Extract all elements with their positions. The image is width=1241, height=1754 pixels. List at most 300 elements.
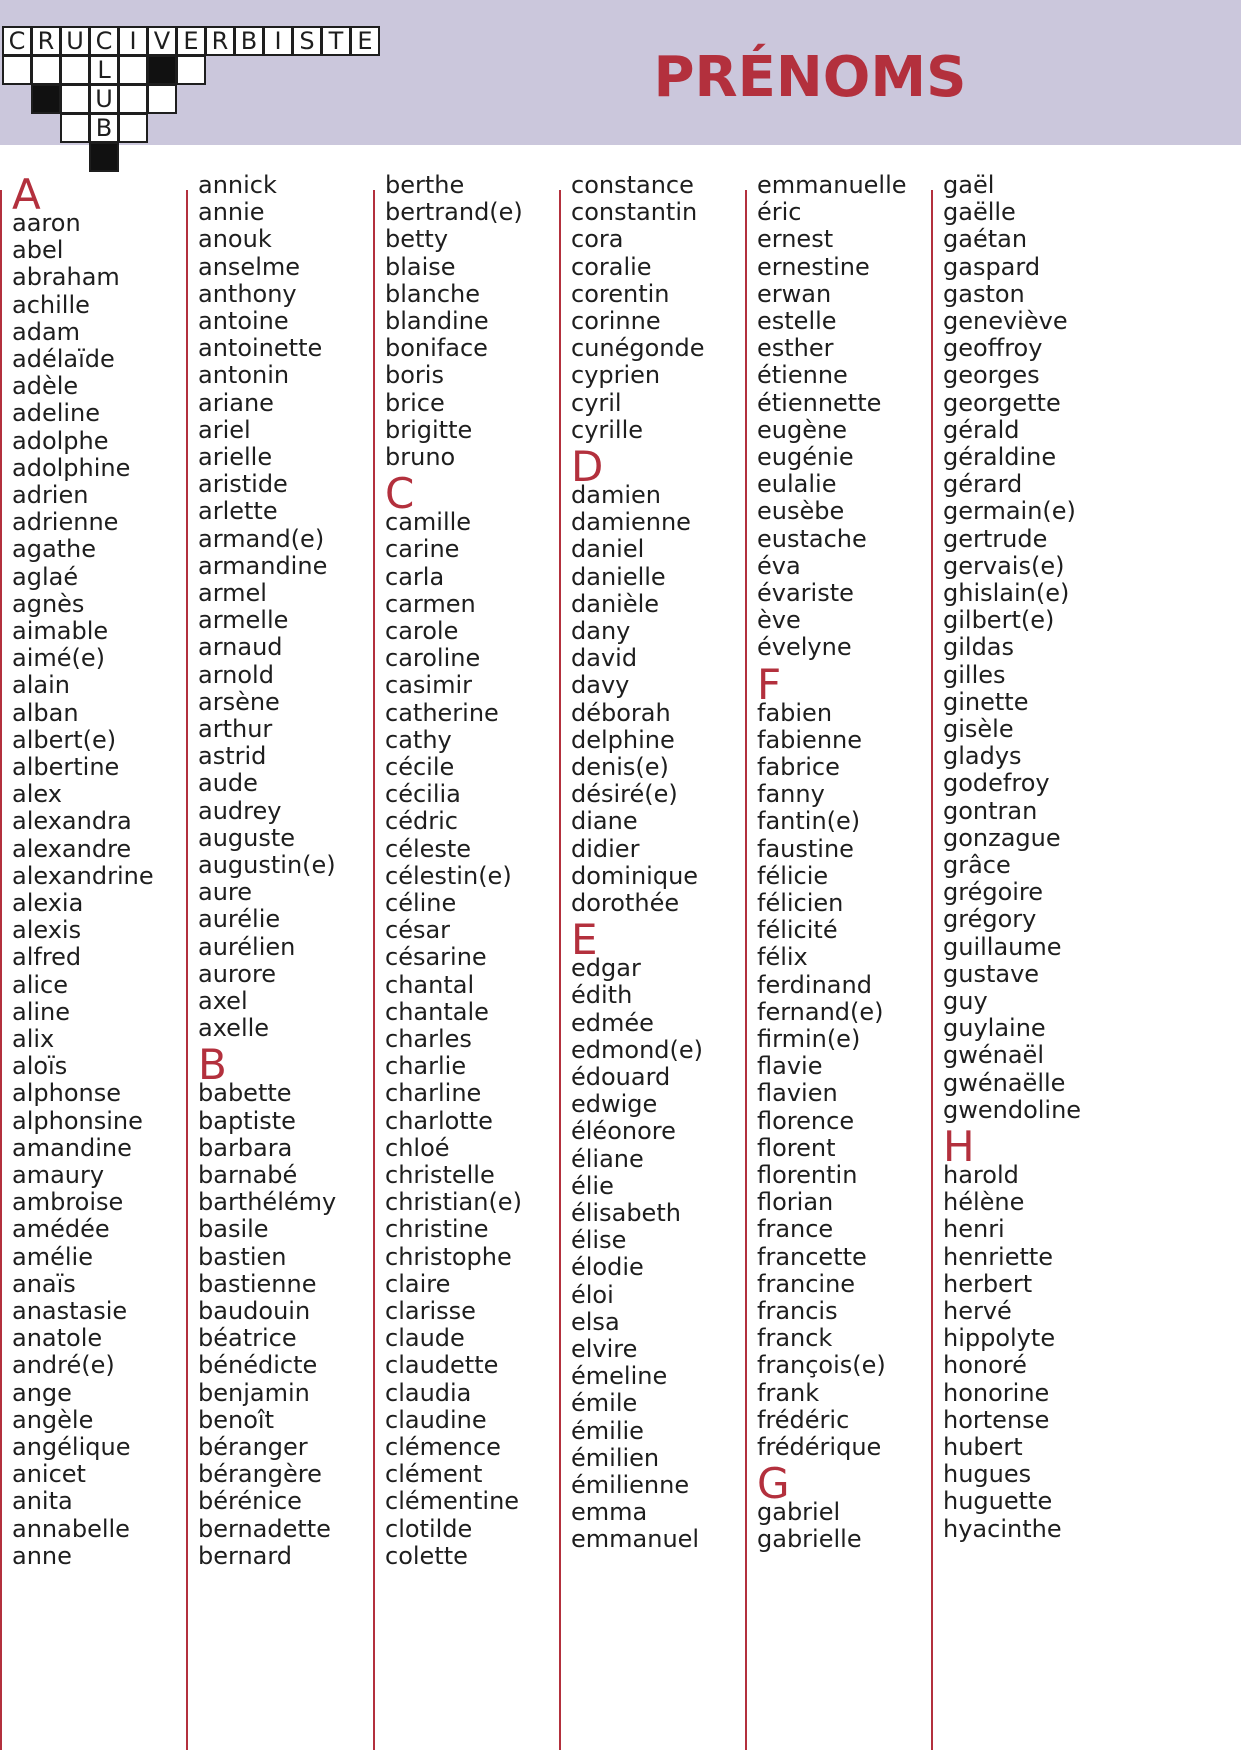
section-letter: C [385,469,415,519]
first-name: arsène [198,687,280,716]
first-name: amélie [12,1242,93,1271]
first-name: alice [12,970,69,999]
first-name: célestin(e) [385,861,512,890]
first-name: césarine [385,943,487,972]
first-name: antonin [198,361,290,390]
first-name: adolphine [12,453,131,482]
first-name: arielle [198,443,273,471]
first-name: axelle [198,1014,270,1043]
first-name: godefroy [943,769,1050,798]
first-name: alphonsine [12,1106,143,1135]
first-name: aurélie [198,905,281,934]
logo-letter-cell: R [31,26,61,56]
first-name: évelyne [757,633,852,662]
logo-letter-cell: S [292,26,322,56]
first-name: ernestine [757,252,870,281]
first-name: faustine [757,834,854,863]
logo-letter-cell: T [321,26,351,56]
first-name: gervais(e) [943,551,1065,580]
first-name: adolphe [12,426,109,455]
first-name: franck [757,1324,833,1353]
first-name: gérard [943,470,1023,499]
first-name: fantin(e) [757,807,861,836]
first-name: brigitte [385,415,473,444]
first-name: arthur [198,715,273,743]
first-name: baudouin [198,1297,311,1325]
first-name: hélène [943,1188,1025,1217]
first-name: armelle [198,606,289,635]
first-name: aglaé [12,562,79,591]
first-name: ghislain(e) [943,579,1070,607]
logo-letter-cell: C [89,26,119,56]
first-name: corentin [571,279,670,308]
first-name: clément [385,1460,483,1489]
first-name: alexandra [12,807,132,836]
first-name: gilbert(e) [943,606,1055,635]
first-name: boris [385,361,444,390]
first-name: ariel [198,415,251,444]
first-name: ambroise [12,1188,124,1217]
first-name: abel [12,236,64,265]
section-letter: G [757,1459,790,1509]
first-name: edwige [571,1090,658,1119]
first-name: florentin [757,1161,858,1189]
first-name: betty [385,225,449,254]
first-name: anastasie [12,1297,128,1325]
first-name: barbara [198,1133,293,1162]
first-name: daniel [571,535,645,564]
first-name: gwénaëlle [943,1068,1066,1097]
first-name: adeline [12,399,101,428]
first-name: bénédicte [198,1351,318,1380]
first-name: émeline [571,1362,668,1391]
first-name: émilie [571,1416,644,1445]
first-name: ginette [943,687,1029,716]
first-name: armel [198,579,267,607]
first-name: annie [198,198,265,227]
first-name: francine [757,1269,856,1298]
first-name: blandine [385,307,489,335]
first-name: frédéric [757,1405,850,1434]
first-name: benoît [198,1405,274,1434]
first-name: auguste [198,823,296,852]
first-name: éric [757,198,802,227]
first-name: barnabé [198,1161,298,1189]
first-name: agathe [12,535,97,564]
first-name: guillaume [943,932,1062,961]
first-name: annabelle [12,1514,130,1543]
first-name: constantin [571,198,698,227]
first-name: évariste [757,579,854,607]
first-name: guylaine [943,1014,1046,1043]
first-name: césar [385,916,451,945]
first-name: david [571,644,638,673]
first-name: adam [12,317,81,346]
first-name: gladys [943,742,1022,771]
first-name: félicien [757,889,844,917]
first-name: élie [571,1171,614,1200]
first-name: edmée [571,1008,654,1037]
first-name: dorothée [571,889,680,917]
first-name: élise [571,1226,627,1255]
logo-letter-cell: I [118,26,148,56]
logo-letter-cell: E [176,26,206,56]
first-name: gertrude [943,524,1048,553]
first-name: anne [12,1541,72,1570]
first-name: fabien [757,698,833,727]
first-name: anouk [198,225,272,254]
first-name: alexandrine [12,861,154,890]
first-name: ernest [757,225,834,254]
first-name: aude [198,769,258,798]
column-divider [186,190,188,1750]
first-name: honorine [943,1378,1050,1407]
first-name: anicet [12,1460,86,1489]
first-name: france [757,1215,834,1244]
first-name: ange [12,1378,72,1407]
column-divider [559,190,561,1750]
first-name: florent [757,1133,836,1162]
first-name: félicité [757,916,838,945]
first-name: babette [198,1079,292,1108]
first-name: étiennette [757,388,882,417]
first-name: aimé(e) [12,644,106,673]
first-name: edmond(e) [571,1035,703,1064]
column-divider [0,190,2,1750]
first-name: émilienne [571,1471,690,1499]
first-name: ferdinand [757,970,872,999]
first-name: chloé [385,1133,450,1162]
first-name: edgar [571,954,641,983]
first-name: colette [385,1541,468,1570]
first-name: honoré [943,1351,1027,1380]
first-name: adèle [12,372,79,401]
first-name: eusèbe [757,497,845,526]
first-name: cunégonde [571,334,705,363]
first-name: damien [571,481,661,509]
first-name: félicie [757,861,829,890]
first-name: christian(e) [385,1188,522,1217]
first-name: diane [571,807,638,836]
first-name: antoine [198,307,289,335]
first-name: carmen [385,589,476,618]
first-name: charles [385,1025,472,1053]
first-name: coralie [571,252,652,281]
first-name: catherine [385,698,499,727]
first-name: alexis [12,916,82,945]
first-name: fernand(e) [757,997,884,1026]
first-name: gaétan [943,225,1028,254]
first-name: ève [757,606,801,635]
first-name: erwan [757,279,832,308]
first-name: anthony [198,279,297,308]
first-name: céleste [385,834,472,863]
first-name: florence [757,1106,855,1135]
first-name: chantale [385,997,489,1026]
first-name: elsa [571,1307,620,1336]
first-name: audrey [198,796,282,825]
first-name: claudia [385,1378,472,1407]
first-name: anita [12,1487,73,1516]
first-name: henri [943,1215,1005,1244]
name-column [931,171,1131,1748]
first-name: esther [757,334,834,363]
first-name: anselme [198,252,300,281]
first-name: eulalie [757,470,837,499]
first-name: carla [385,562,445,591]
first-name: clémentine [385,1487,520,1516]
section-letter: B [198,1040,227,1090]
first-name: denis(e) [571,753,669,781]
first-name: clotilde [385,1514,473,1543]
first-name: georgette [943,388,1061,417]
logo-letter-cell: B [234,26,264,56]
first-name: huguette [943,1487,1053,1516]
first-name: albertine [12,753,120,781]
first-name: gustave [943,959,1040,988]
first-name: herbert [943,1269,1033,1298]
first-name: dany [571,617,631,645]
first-name: claudette [385,1351,499,1380]
first-name: alexandre [12,834,132,863]
first-name: guy [943,987,988,1015]
first-name: gaston [943,279,1025,308]
first-name: estelle [757,307,837,335]
logo-letter-cell: R [205,26,235,56]
first-name: firmin(e) [757,1025,861,1053]
first-name: alexia [12,889,84,917]
name-column [745,171,945,1748]
first-name: henriette [943,1242,1054,1271]
logo-letter-cell: E [350,26,380,56]
first-name: damienne [571,508,691,537]
first-name: armand(e) [198,524,325,553]
first-name: augustin(e) [198,851,336,879]
first-name: anaïs [12,1269,76,1298]
first-name: francis [757,1297,838,1325]
first-name: gaëlle [943,198,1016,227]
first-name: céline [385,889,457,917]
first-name: claude [385,1324,465,1353]
first-name: félix [757,943,808,972]
first-name: eugène [757,415,847,444]
first-name: anatole [12,1324,103,1353]
first-name: aurore [198,959,277,988]
section-letter: A [12,170,41,219]
first-name: danielle [571,562,666,591]
column-divider [931,190,933,1750]
first-name: bernard [198,1541,293,1570]
first-name: axel [198,987,248,1015]
first-name: aure [198,878,253,907]
first-name: adélaïde [12,345,115,373]
first-name: éva [757,551,801,580]
first-name: armandine [198,551,328,580]
first-name: casimir [385,671,472,700]
first-name: gabrielle [757,1525,862,1554]
first-name: georges [943,361,1040,390]
first-name: émilien [571,1443,660,1472]
first-name: aurélien [198,932,296,961]
first-name: elvire [571,1335,638,1363]
column-divider [373,190,375,1750]
first-name: désiré(e) [571,780,678,809]
first-name: alfred [12,943,82,972]
first-name: bérénice [198,1487,302,1516]
first-name: blaise [385,252,456,281]
first-name: éléonore [571,1117,676,1146]
first-name: alain [12,671,70,700]
first-name: eugénie [757,443,854,471]
first-name: alix [12,1025,55,1053]
first-name: aloïs [12,1052,68,1081]
first-name: aline [12,997,71,1026]
first-name: delphine [571,725,675,754]
first-name: andré(e) [12,1351,115,1380]
first-name: bertrand(e) [385,198,523,227]
first-name: émile [571,1389,638,1418]
first-name: aimable [12,617,109,645]
first-name: hervé [943,1297,1012,1325]
first-name: gwénaël [943,1041,1044,1070]
first-name: hyacinthe [943,1514,1062,1543]
logo-letter-cell: U [89,84,119,114]
logo-letter-cell: B [89,113,119,143]
first-name: adrien [12,481,89,509]
first-name: amaury [12,1161,105,1189]
first-name: bastien [198,1242,287,1271]
first-name: clarisse [385,1297,476,1325]
first-name: christelle [385,1161,495,1189]
first-name: carole [385,617,459,645]
first-name: gisèle [943,715,1014,743]
first-name: hugues [943,1460,1032,1489]
logo-letter-cell: L [89,55,119,85]
first-name: carine [385,535,460,564]
first-name: blanche [385,279,480,308]
first-name: hippolyte [943,1324,1056,1353]
first-name: élisabeth [571,1199,681,1227]
first-name: emmanuel [571,1525,700,1554]
first-name: béatrice [198,1324,297,1353]
first-name: élodie [571,1253,644,1282]
first-name: angèle [12,1405,94,1434]
section-letter: D [571,442,604,491]
first-name: géraldine [943,443,1057,471]
section-letter: F [757,659,782,709]
first-name: bernadette [198,1514,331,1543]
first-name: alphonse [12,1079,121,1108]
first-name: cédric [385,807,458,836]
first-name: aaron [12,209,81,237]
first-name: hubert [943,1433,1023,1461]
first-name: germain(e) [943,497,1076,526]
name-column [559,171,759,1748]
first-name: édith [571,981,633,1010]
first-name: gérald [943,415,1020,444]
first-name: francette [757,1242,867,1271]
first-name: didier [571,834,640,863]
first-name: angélique [12,1433,131,1461]
first-name: chantal [385,970,475,999]
first-name: cyprien [571,361,661,390]
first-name: boniface [385,334,488,363]
first-name: gonzague [943,823,1061,852]
first-name: camille [385,508,472,537]
first-name: cécilia [385,780,461,809]
first-name: cathy [385,725,452,754]
first-name: fabienne [757,725,863,754]
first-name: gilles [943,660,1006,689]
first-name: gabriel [757,1498,841,1527]
first-name: arnold [198,660,274,689]
first-name: fanny [757,780,825,809]
first-name: grégory [943,905,1037,934]
first-name: danièle [571,589,660,618]
first-name: hortense [943,1405,1050,1434]
first-name: bruno [385,443,456,471]
first-name: claudine [385,1405,487,1434]
page-title: PRÉNOMS [653,45,967,110]
first-name: caroline [385,644,481,673]
first-name: charline [385,1079,482,1108]
first-name: cyril [571,388,622,417]
first-name: gontran [943,796,1038,825]
first-name: geneviève [943,307,1068,335]
first-name: édouard [571,1063,671,1091]
first-name: étienne [757,361,848,390]
first-name: brice [385,388,445,417]
first-name: davy [571,671,630,700]
first-name: amédée [12,1215,110,1244]
first-name: clémence [385,1433,501,1461]
first-name: charlotte [385,1106,493,1135]
first-name: geoffroy [943,334,1043,363]
first-name: basile [198,1215,269,1244]
first-name: albert(e) [12,725,117,754]
first-name: astrid [198,742,267,771]
first-name: claire [385,1269,451,1298]
first-name: gildas [943,633,1015,662]
first-name: aristide [198,470,288,499]
name-column [373,171,573,1748]
first-name: emma [571,1498,648,1527]
first-name: charlie [385,1052,467,1081]
section-letter: E [571,915,598,965]
first-name: flavien [757,1079,838,1108]
first-name: frédérique [757,1433,882,1461]
first-name: barthélémy [198,1188,337,1217]
first-name: cora [571,225,624,254]
first-name: flavie [757,1052,823,1081]
first-name: dominique [571,861,699,890]
first-name: benjamin [198,1378,310,1407]
first-name: gwendoline [943,1095,1082,1124]
name-column [186,171,386,1748]
first-name: christine [385,1215,489,1244]
first-name: cécile [385,753,455,781]
first-name: corinne [571,307,661,335]
first-name: cyrille [571,415,644,444]
first-name: arlette [198,497,278,526]
first-name: abraham [12,263,120,292]
first-name: baptiste [198,1106,296,1135]
first-name: annick [198,171,277,199]
first-name: éloi [571,1280,614,1309]
logo-letter-cell: V [147,26,177,56]
first-name: adrienne [12,508,119,537]
first-name: harold [943,1161,1019,1189]
